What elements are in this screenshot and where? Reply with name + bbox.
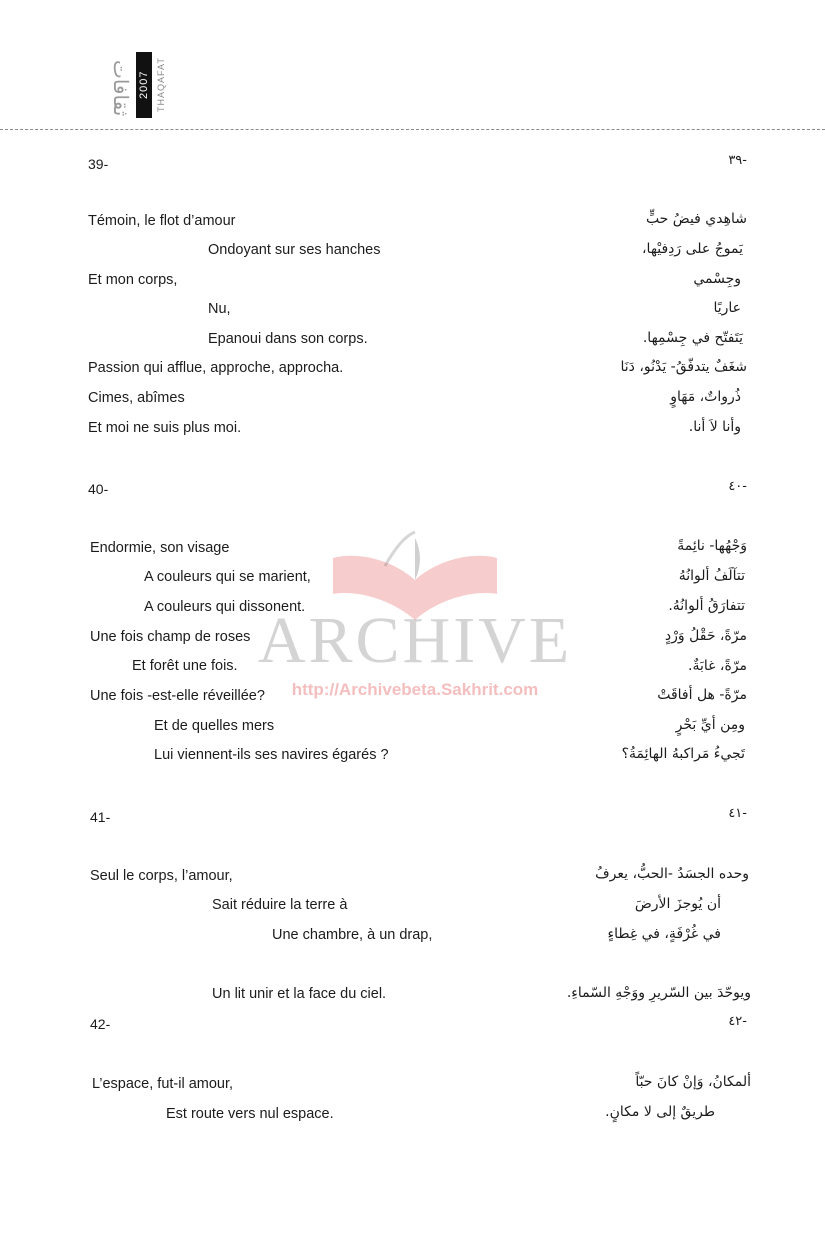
journal-year: 2007	[136, 52, 152, 118]
poem-line-fr: Sait réduire la terre à	[212, 897, 348, 913]
poem-line-ar: في غُرْفَةٍ، في غِطاءٍ	[607, 926, 721, 942]
poem-line-ar: وجِسْمي	[693, 271, 741, 287]
poem-line-fr: Est route vers nul espace.	[166, 1106, 334, 1122]
section-number-fr: 39-	[88, 156, 109, 172]
poem-line-fr: Et de quelles mers	[154, 718, 275, 734]
poem-line-fr: Une fois -est-elle réveillée?	[90, 688, 265, 704]
poem-line-ar: شاهِدي فيضُ حبٍّ	[645, 211, 747, 227]
poem-line-fr: Et forêt une fois.	[132, 658, 238, 674]
poem-line-fr: Et mon corps,	[88, 272, 178, 288]
poem-line-ar: وحده الجسَدُ -الحبُّ، يعرفُ	[595, 866, 749, 882]
poem-line-ar: يَتَفتّح في جِسْمِها.	[642, 330, 743, 346]
poem-line-fr: Lui viennent-ils ses navires égarés ?	[154, 747, 389, 763]
poem-line-fr: Seul le corps, l’amour,	[90, 868, 233, 884]
poem-line-ar: وأنا لاَ أنا.	[688, 419, 741, 435]
poem-line-fr: Un lit unir et la face du ciel.	[212, 986, 387, 1002]
watermark-url: http://Archivebeta.Sakhrit.com	[291, 680, 539, 699]
poem-line-fr: Epanoui dans son corps.	[208, 331, 368, 347]
poem-line-ar: ألمكانُ، وَإنْ كانَ حبّاً	[635, 1074, 751, 1090]
journal-arabic-title: ثقافات	[109, 59, 133, 117]
section-number-ar: -٣٩	[728, 153, 747, 168]
poem-line-ar: ويوحّدَ بين السّريرِ ووَجْهِ السّماءِ.	[566, 985, 751, 1001]
poem-line-ar: مرّةً، غابَةٌ.	[688, 658, 747, 674]
poem-line-fr: Une chambre, à un drap,	[272, 927, 433, 943]
section-number-fr: 40-	[88, 481, 109, 497]
section-number-ar: -٤١	[728, 806, 747, 821]
section-number-ar: -٤٢	[728, 1014, 747, 1029]
poem-line-fr: Passion qui afflue, approche, approcha.	[88, 360, 344, 376]
poem-line-fr: Ondoyant sur ses hanches	[208, 242, 381, 258]
poem-line-ar: طريقٌ إلى لا مكانٍ.	[605, 1104, 715, 1120]
poem-line-fr: Et moi ne suis plus moi.	[88, 420, 242, 436]
poem-line-fr: Nu,	[208, 301, 231, 317]
poem-line-fr: Endormie, son visage	[90, 540, 230, 556]
journal-header	[108, 52, 174, 118]
watermark-title: ARCHIVE	[257, 604, 573, 677]
poem-line-ar: ذُرواتٌ، مَهَاوٍ	[670, 389, 741, 405]
header-divider	[0, 129, 825, 130]
section-number-fr: 42-	[90, 1016, 111, 1032]
poem-line-ar: يَموجُ على رَدِفيْها،	[642, 241, 743, 257]
poem-line-fr: Une fois champ de roses	[90, 629, 251, 645]
poem-line-fr: Cimes, abîmes	[88, 390, 185, 406]
poem-line-ar: أن يُوجزَ الأرضَ	[634, 896, 721, 912]
poem-line-ar: تتفارَقُ ألوانُهُ.	[668, 598, 745, 614]
poem-line-fr: A couleurs qui se marient,	[144, 569, 311, 585]
poem-line-fr: A couleurs qui dissonent.	[144, 599, 306, 615]
poem-line-ar: تتآلَفُ ألوانُهُ	[678, 568, 745, 584]
poem-line-ar: شغَفٌ يتدفّقُ- يَدْنُو، دَنَا	[620, 359, 747, 375]
poem-line-fr: L’espace, fut-il amour,	[92, 1076, 234, 1092]
poem-line-ar: مرّةً- هل أفاقَتْ	[657, 687, 747, 703]
poem-line-ar: ومِن أيِّ بَحْرٍ	[675, 717, 745, 733]
poem-line-fr: Témoin, le flot d’amour	[88, 213, 236, 229]
poem-line-ar: عاريًا	[713, 300, 741, 316]
poem-line-ar: وَجْهُها- نائِمةً	[677, 538, 747, 554]
poem-line-ar: تَجيءُ مَراكبهُ الهائِمَةُ؟	[621, 746, 745, 762]
journal-latin-title: THAQAFAT	[156, 57, 166, 113]
poem-line-ar: مرّةً، حَقْلُ وَرْدٍ	[664, 628, 747, 644]
section-number-fr: 41-	[90, 809, 111, 825]
section-number-ar: -٤٠	[728, 479, 747, 494]
